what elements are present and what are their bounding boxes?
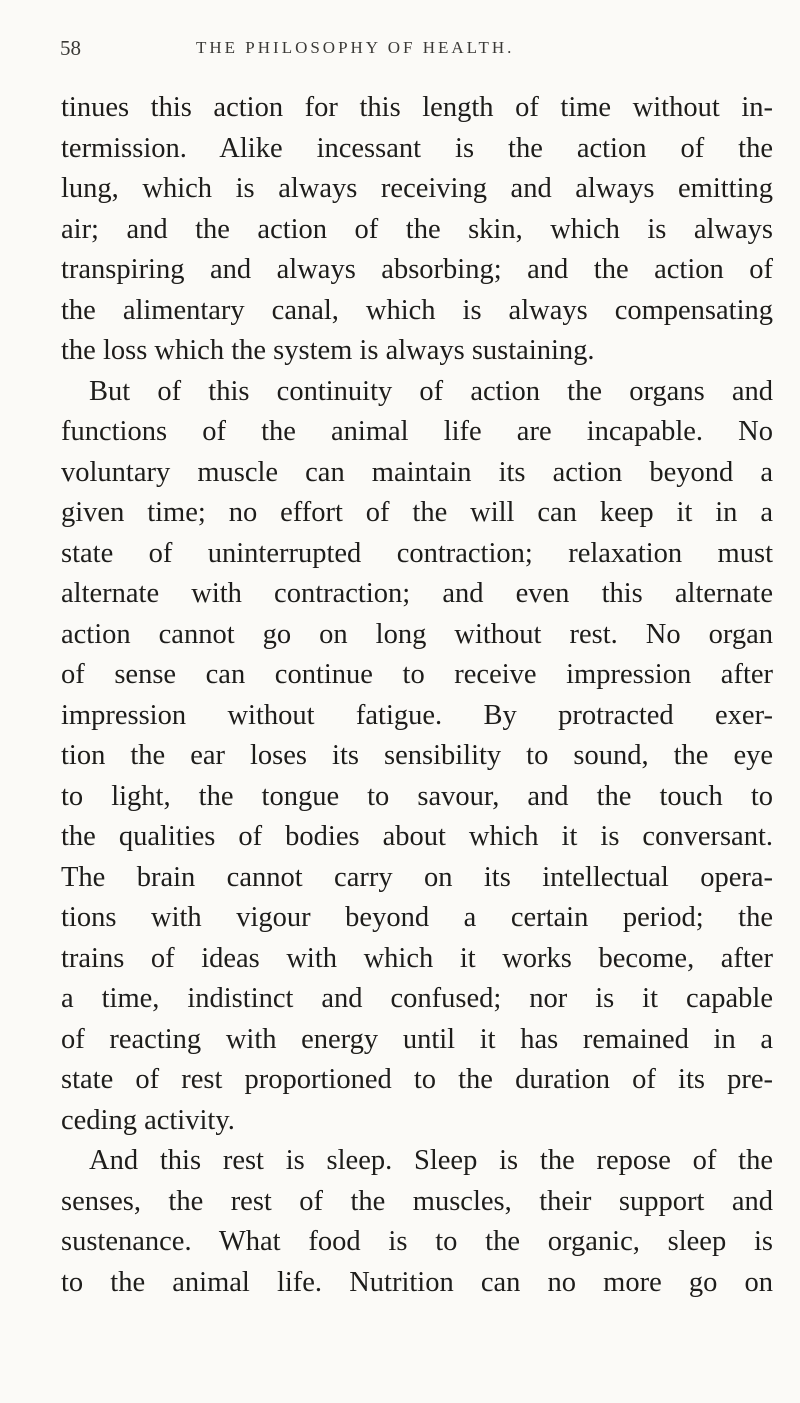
text-line: the qualities of bodies about which it is conversant. [61, 821, 773, 852]
text-line: lung, which is always receiving and always emitting [61, 173, 773, 204]
text-line: to light, the tongue to savour, and the touch to [61, 780, 773, 812]
text-line: a time, indistinct and confused; nor is it capable [61, 983, 773, 1014]
text-line: air; and the action of the skin, which is always [61, 213, 773, 245]
text-line: voluntary muscle can maintain its action beyond a [61, 456, 773, 488]
text-line: functions of the animal life are incapable. No [61, 416, 773, 447]
text-line: termission. Alike incessant is the action of the [61, 132, 773, 164]
text-line: senses, the rest of the muscles, their support and [61, 1185, 773, 1217]
text-line: the alimentary canal, which is always compensating [61, 294, 773, 326]
text-line: And this rest is sleep. Sleep is the repose of the [89, 1145, 773, 1176]
text-line: tinues this action for this length of time without in- [61, 92, 773, 123]
text-line: the loss which the system is always sustaining. [61, 335, 595, 366]
text-line: given time; no effort of the will can keep it in a [61, 497, 773, 528]
text-line: alternate with contraction; and even this alternate [61, 578, 773, 609]
text-line: to the animal life. Nutrition can no more go on [61, 1266, 773, 1298]
text-line: action cannot go on long without rest. No organ [61, 618, 773, 650]
text-line: tion the ear loses its sensibility to sound, the eye [61, 740, 773, 771]
body-text [61, 88, 773, 1303]
text-line: impression without fatigue. By protracted exer- [61, 699, 773, 731]
page-number: 58 [60, 36, 81, 60]
running-head-title: THE PHILOSOPHY OF HEALTH. [196, 38, 515, 57]
text-line: transpiring and always absorbing; and the action of [61, 254, 773, 285]
text-line: trains of ideas with which it works become, after [61, 942, 773, 974]
text-line: tions with vigour beyond a certain period; the [61, 902, 773, 933]
text-line: ceding activity. [61, 1104, 235, 1136]
text-line: The brain cannot carry on its intellectual opera- [61, 861, 773, 893]
text-line: of reacting with energy until it has remained in a [61, 1023, 773, 1055]
text-line: of sense can continue to receive impression after [61, 659, 773, 690]
running-head [60, 36, 760, 66]
text-line: sustenance. What food is to the organic, sleep is [61, 1226, 773, 1257]
text-line: state of rest proportioned to the duration of its pre- [61, 1064, 773, 1095]
text-line: But of this continuity of action the organs and [89, 375, 773, 407]
text-line: state of uninterrupted contraction; relaxation must [61, 537, 773, 569]
